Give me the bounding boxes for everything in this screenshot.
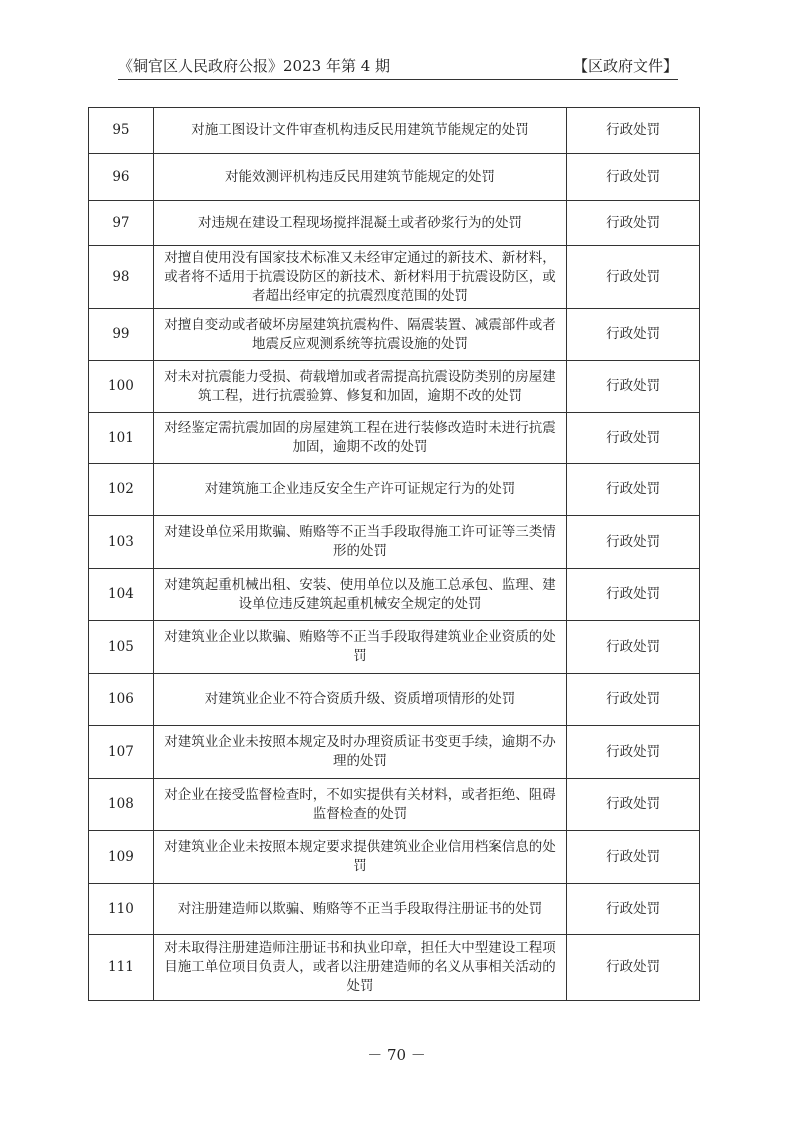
table-row (89, 464, 700, 516)
row-item: 对未对抗震能力受损、荷载增加或者需提高抗震设防类别的房屋建筑工程，进行抗震验算、修复和加固，逾期不改的处罚 (153, 361, 566, 413)
row-type: 行政处罚 (567, 831, 700, 884)
table-row (89, 831, 700, 884)
row-item: 对经鉴定需抗震加固的房屋建筑工程在进行装修改造时未进行抗震加固，逾期不改的处罚 (153, 413, 566, 464)
row-item: 对注册建造师以欺骗、贿赂等不正当手段取得注册证书的处罚 (153, 884, 566, 935)
row-number: 111 (89, 935, 154, 1001)
table-row (89, 726, 700, 779)
table-row (89, 779, 700, 831)
row-type: 行政处罚 (567, 309, 700, 361)
row-number: 108 (89, 779, 154, 831)
row-type: 行政处罚 (567, 464, 700, 516)
row-item: 对建筑业企业不符合资质升级、资质增项情形的处罚 (153, 674, 566, 726)
row-number: 104 (89, 569, 154, 621)
row-item: 对擅自变动或者破坏房屋建筑抗震构件、隔震装置、减震部件或者地震反应观测系统等抗震设施的处罚 (153, 309, 566, 361)
row-type: 行政处罚 (567, 516, 700, 569)
row-number: 97 (89, 201, 154, 246)
row-type: 行政处罚 (567, 154, 700, 201)
row-type: 行政处罚 (567, 361, 700, 413)
table-row (89, 621, 700, 674)
table-row (89, 108, 700, 154)
penalty-table (88, 107, 700, 1001)
table-row (89, 201, 700, 246)
section-label: 【区政府文件】 (572, 57, 678, 75)
gazette-title: 《铜官区人民政府公报》2023 年第 4 期 (118, 57, 391, 75)
row-type: 行政处罚 (567, 935, 700, 1001)
table-row (89, 884, 700, 935)
row-item: 对建筑业企业以欺骗、贿赂等不正当手段取得建筑业企业资质的处罚 (153, 621, 566, 674)
row-number: 110 (89, 884, 154, 935)
row-type: 行政处罚 (567, 674, 700, 726)
row-type: 行政处罚 (567, 779, 700, 831)
table-row (89, 674, 700, 726)
row-item: 对施工图设计文件审查机构违反民用建筑节能规定的处罚 (153, 108, 566, 154)
row-number: 102 (89, 464, 154, 516)
row-number: 103 (89, 516, 154, 569)
row-item: 对建筑业企业未按照本规定要求提供建筑业企业信用档案信息的处罚 (153, 831, 566, 884)
row-item: 对建筑施工企业违反安全生产许可证规定行为的处罚 (153, 464, 566, 516)
row-number: 101 (89, 413, 154, 464)
row-item: 对企业在接受监督检查时，不如实提供有关材料，或者拒绝、阻碍监督检查的处罚 (153, 779, 566, 831)
row-type: 行政处罚 (567, 621, 700, 674)
row-type: 行政处罚 (567, 108, 700, 154)
row-number: 96 (89, 154, 154, 201)
row-number: 106 (89, 674, 154, 726)
row-type: 行政处罚 (567, 413, 700, 464)
table-row (89, 361, 700, 413)
row-item: 对擅自使用没有国家技术标准又未经审定通过的新技术、新材料，或者将不适用于抗震设防区的新技术、新材料用于抗震设防区，或者超出经审定的抗震烈度范围的处罚 (153, 246, 566, 309)
page-header (118, 51, 678, 80)
table-row (89, 309, 700, 361)
row-number: 98 (89, 246, 154, 309)
table-row (89, 246, 700, 309)
row-item: 对建设单位采用欺骗、贿赂等不正当手段取得施工许可证等三类情形的处罚 (153, 516, 566, 569)
row-item: 对能效测评机构违反民用建筑节能规定的处罚 (153, 154, 566, 201)
row-item: 对未取得注册建造师注册证书和执业印章，担任大中型建设工程项目施工单位项目负责人，或者以注册建造师的名义从事相关活动的处罚 (153, 935, 566, 1001)
table-row (89, 516, 700, 569)
table-row (89, 935, 700, 1001)
row-item: 对建筑起重机械出租、安装、使用单位以及施工总承包、监理、建设单位违反建筑起重机械安全规定的处罚 (153, 569, 566, 621)
row-type: 行政处罚 (567, 569, 700, 621)
row-number: 105 (89, 621, 154, 674)
table-row (89, 413, 700, 464)
page-number: － 70 － (367, 1046, 426, 1064)
row-item: 对建筑业企业未按照本规定及时办理资质证书变更手续，逾期不办理的处罚 (153, 726, 566, 779)
row-type: 行政处罚 (567, 246, 700, 309)
row-number: 95 (89, 108, 154, 154)
table-row (89, 154, 700, 201)
row-type: 行政处罚 (567, 726, 700, 779)
row-type: 行政处罚 (567, 201, 700, 246)
row-item: 对违规在建设工程现场搅拌混凝土或者砂浆行为的处罚 (153, 201, 566, 246)
table-body (89, 108, 700, 1001)
row-number: 99 (89, 309, 154, 361)
row-number: 109 (89, 831, 154, 884)
row-number: 107 (89, 726, 154, 779)
table-row (89, 569, 700, 621)
row-number: 100 (89, 361, 154, 413)
row-type: 行政处罚 (567, 884, 700, 935)
